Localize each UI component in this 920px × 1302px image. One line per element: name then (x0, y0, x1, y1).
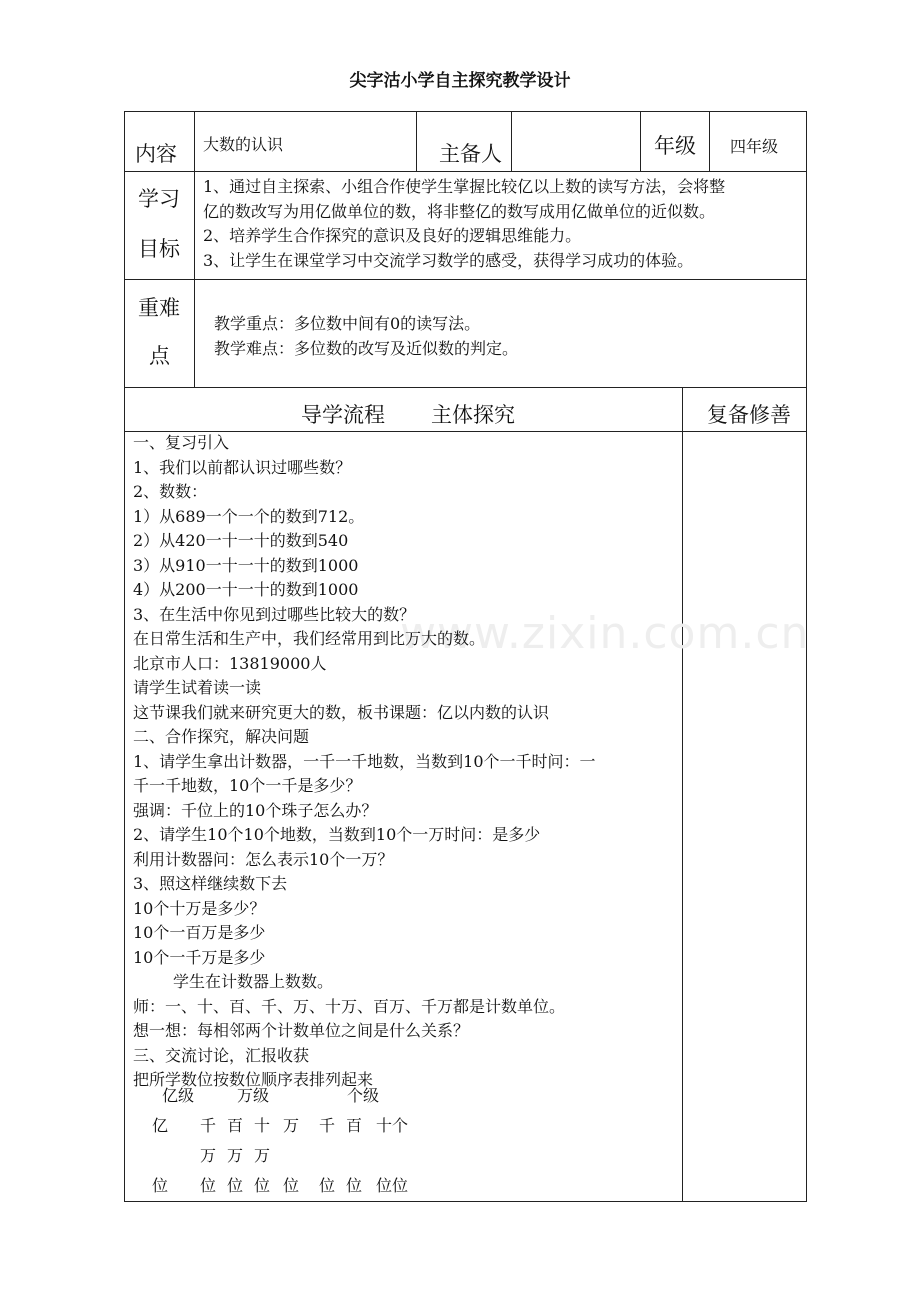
process-line: 10个十万是多少？ (133, 898, 266, 918)
grade-value: 四年级 (730, 137, 779, 156)
difficulty-text (214, 312, 518, 361)
process-line: 北京市人口：13819000人 (133, 653, 327, 673)
process-line: 3、在生活中你见到过哪些比较大的数？ (133, 604, 416, 624)
wei-cell: 位 (152, 1176, 169, 1195)
content-label: 内容 (135, 142, 177, 166)
content-value: 大数的认识 (203, 135, 284, 154)
wan-cell: 万 (227, 1146, 244, 1165)
process-line: 10个一千万是多少 (133, 947, 266, 967)
unit-cell: 万 (283, 1116, 300, 1135)
objective-line: 亿的数改写为用亿做单位的数，将非整亿的数写成用亿做单位的近似数。 (203, 201, 716, 221)
wei-cell: 位 (227, 1176, 244, 1195)
wan-cell: 万 (200, 1146, 217, 1165)
objectives-text (203, 175, 725, 273)
process-heading-cell (124, 387, 683, 432)
difficulty-line: 教学难点：多位数的改写及近似数的判定。 (214, 338, 519, 358)
process-line: 4）从200一十一十的数到1000 (133, 580, 359, 599)
wei-cell: 位 (200, 1176, 217, 1195)
process-heading-2: 主体探究 (431, 403, 515, 427)
process-line: 想一想：每相邻两个计数单位之间是什么关系？ (133, 1021, 470, 1040)
level-wan: 万级 (237, 1086, 270, 1105)
difficulty-line: 教学重点：多位数中间有0的读写法。 (214, 314, 481, 333)
process-line: 10个一百万是多少 (133, 923, 266, 942)
process-line: 请学生试着读一读 (133, 678, 262, 697)
unit-cell: 千 (200, 1116, 217, 1135)
process-heading-1: 导学流程 (301, 403, 385, 427)
preparer-label: 主备人 (439, 142, 502, 166)
process-text (133, 431, 596, 1093)
process-line: 1、我们以前都认识过哪些数？ (133, 457, 352, 477)
unit-cell: 十 (254, 1116, 271, 1135)
wei-cell: 位 (346, 1176, 363, 1195)
unit-cell: 千 (319, 1116, 336, 1135)
process-line: 2）从420一十一十的数到540 (133, 531, 349, 550)
process-line: 三、交流讨论，汇报收获 (133, 1045, 310, 1065)
objectives-label-1: 学习 (138, 187, 180, 211)
process-line: 二、合作探究，解决问题 (133, 727, 310, 746)
process-line: 2、请学生10个10个地数，当数到10个一万时问：是多少 (133, 825, 541, 844)
process-line: 千一千地数，10个一千是多少？ (133, 776, 362, 795)
wei-cell: 位 (254, 1176, 271, 1195)
difficulty-label-1: 重难 (138, 296, 180, 320)
process-line: 强调：千位上的10个珠子怎么办？ (133, 800, 378, 820)
wei-cell: 位位 (376, 1176, 409, 1195)
grade-label: 年级 (654, 134, 696, 158)
unit-cell: 十个 (376, 1116, 409, 1135)
revision-notes-cell (682, 431, 807, 1202)
process-line: 一、复习引入 (133, 433, 230, 452)
level-ge: 个级 (347, 1086, 380, 1105)
wei-cell: 位 (283, 1176, 300, 1195)
level-yi: 亿级 (162, 1086, 195, 1105)
process-line: 把所学数位按数位顺序表排列起来 (133, 1070, 374, 1089)
difficulty-label-2: 点 (149, 344, 170, 368)
process-line: 学生在计数器上数数。 (173, 972, 334, 991)
objectives-label-2: 目标 (138, 237, 180, 261)
objective-line: 3、让学生在课堂学习中交流学习数学的感受，获得学习成功的体验。 (203, 250, 694, 270)
side-heading: 复备修善 (707, 403, 791, 427)
objective-line: 2、培养学生合作探究的意识及良好的逻辑思维能力。 (203, 226, 582, 245)
process-line: 1、请学生拿出计数器，一千一千地数，当数到10个一千时问：一 (133, 751, 596, 771)
unit-cell: 亿 (152, 1116, 169, 1135)
process-line: 3、照这样继续数下去 (133, 874, 288, 893)
process-line: 利用计数器问：怎么表示10个一万？ (133, 849, 394, 869)
wei-cell: 位 (319, 1176, 336, 1195)
watermark: www.zixin.com.cn (400, 608, 810, 659)
process-line: 3）从910一十一十的数到1000 (133, 555, 359, 575)
process-line: 1）从689一个一个的数到712。 (133, 506, 365, 526)
objective-line: 1、通过自主探索、小组合作使学生掌握比较亿以上数的读写方法，会将整 (203, 177, 726, 196)
preparer-value-cell (511, 111, 641, 172)
document-title: 尖字沽小学自主探究教学设计 (349, 71, 571, 91)
process-line: 在日常生活和生产中，我们经常用到比万大的数。 (133, 629, 486, 648)
wan-cell: 万 (254, 1146, 271, 1165)
unit-cell: 百 (227, 1116, 244, 1135)
unit-cell: 百 (346, 1116, 363, 1135)
process-line: 2、数数： (133, 482, 208, 501)
process-line: 这节课我们就来研究更大的数，板书课题：亿以内数的认识 (133, 702, 550, 722)
process-line: 师：一、十、百、千、万、十万、百万、千万都是计数单位。 (133, 996, 566, 1016)
